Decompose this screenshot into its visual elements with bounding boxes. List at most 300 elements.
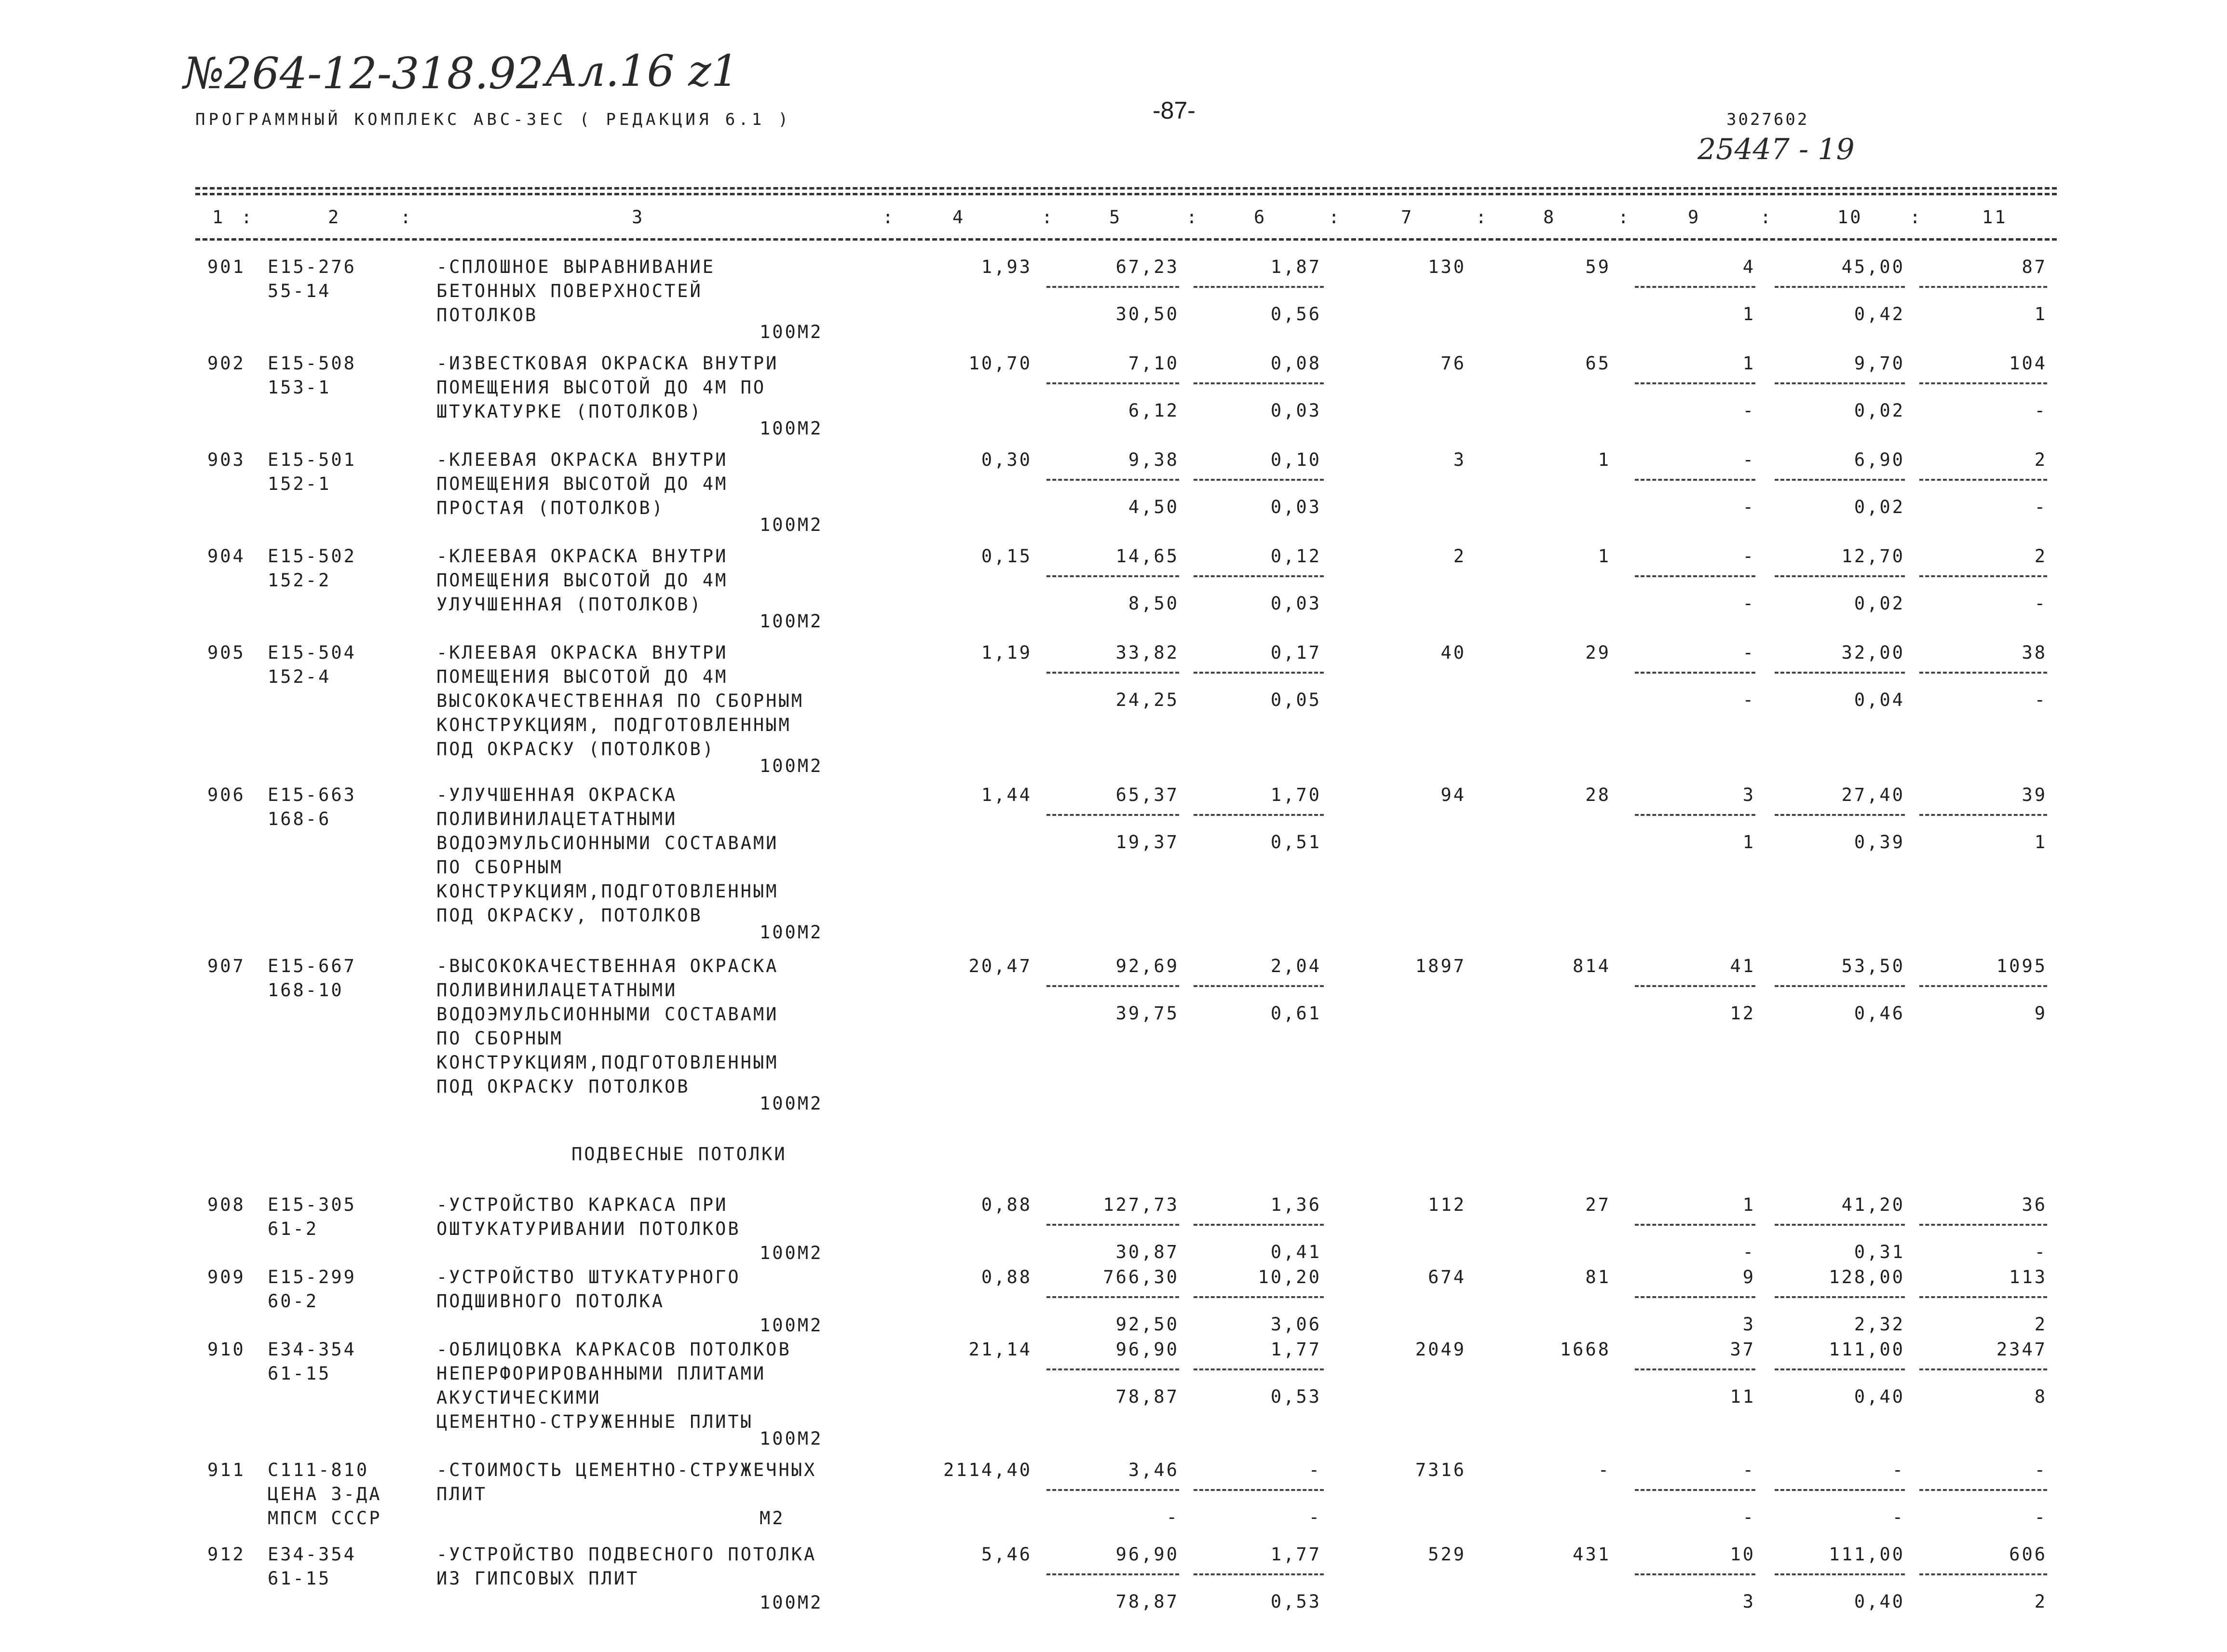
- machine-wage-total-cell: -: [1742, 400, 1755, 421]
- measure-unit: 100М2: [760, 611, 823, 632]
- work-description: -КЛЕЕВАЯ ОКРАСКА ВНУТРИ: [436, 449, 728, 470]
- column-separator: :: [883, 207, 896, 228]
- subtotal-rule: [1194, 985, 1324, 987]
- unit-cost-cell: 3,46: [1128, 1460, 1179, 1480]
- rate-reference: 152-2: [268, 570, 331, 591]
- rate-code: Е15-667: [268, 956, 356, 976]
- labor-rate-cell: 53,50: [1841, 956, 1905, 976]
- wage-total-cell: 431: [1573, 1544, 1611, 1565]
- labor-rate-cell: -: [1892, 1460, 1905, 1480]
- labor-total-cell: 39: [2022, 785, 2047, 805]
- labor-total-cell: 38: [2022, 642, 2047, 663]
- labor-rate-cell: 128,00: [1829, 1267, 1905, 1287]
- subtotal-rule: [1775, 814, 1905, 816]
- machine-total-cell: 41: [1730, 956, 1755, 976]
- machine-wage-total-cell: -: [1742, 593, 1755, 614]
- rate-code: Е34-354: [268, 1544, 356, 1565]
- unit-cost-cell: 65,37: [1115, 785, 1179, 805]
- subtotal-rule: [1194, 1368, 1324, 1370]
- machinist-total-cell: 1: [2034, 304, 2047, 325]
- section-heading: ПОДВЕСНЫЕ ПОТОЛКИ: [571, 1144, 787, 1165]
- quantity-cell: 20,47: [968, 956, 1032, 976]
- column-separator: :: [1329, 207, 1342, 228]
- machinist-total-cell: 9: [2034, 1003, 2047, 1024]
- work-description: ЦЕМЕНТНО-СТРУЖЕННЫЕ ПЛИТЫ: [436, 1411, 753, 1432]
- unit-wage-cell: 78,87: [1115, 1591, 1179, 1612]
- labor-rate-cell: 27,40: [1841, 785, 1905, 805]
- column-separator: :: [1618, 207, 1631, 228]
- wage-total-cell: 29: [1585, 642, 1611, 663]
- rate-code: Е15-508: [268, 353, 356, 374]
- machinist-rate-cell: 0,02: [1854, 497, 1905, 517]
- labor-total-cell: 1095: [1996, 956, 2047, 976]
- unit-wage-cell: 6,12: [1128, 400, 1179, 421]
- labor-rate-cell: 9,70: [1854, 353, 1905, 374]
- handwritten-inventory-number: 25447 - 19: [1697, 133, 1855, 166]
- subtotal-rule: [1194, 814, 1324, 816]
- work-description: КОНСТРУКЦИЯМ,ПОДГОТОВЛЕННЫМ: [436, 881, 779, 902]
- subtotal-rule: [1194, 1224, 1324, 1226]
- subtotal-rule: [1046, 814, 1179, 816]
- quantity-cell: 10,70: [968, 353, 1032, 374]
- column-separator: :: [1042, 207, 1055, 228]
- subtotal-rule: [1775, 1489, 1905, 1491]
- machine-cost-cell: 1,70: [1270, 785, 1321, 805]
- work-description: -УЛУЧШЕННАЯ ОКРАСКА: [436, 785, 678, 805]
- labor-rate-cell: 32,00: [1841, 642, 1905, 663]
- machinist-total-cell: -: [2034, 690, 2047, 710]
- measure-unit: 100М2: [760, 515, 823, 535]
- machinist-rate-cell: 0,02: [1854, 400, 1905, 421]
- measure-unit: 100М2: [760, 922, 823, 943]
- work-description: ПОД ОКРАСКУ ПОТОЛКОВ: [436, 1076, 690, 1097]
- column-number: 8: [1543, 207, 1556, 228]
- work-description: АКУСТИЧЕСКИМИ: [436, 1387, 601, 1408]
- work-description: КОНСТРУКЦИЯМ,ПОДГОТОВЛЕННЫМ: [436, 1052, 779, 1073]
- machine-cost-cell: 1,36: [1270, 1194, 1321, 1215]
- labor-total-cell: 606: [2009, 1544, 2047, 1565]
- machine-total-cell: 3: [1742, 785, 1755, 805]
- subtotal-rule: [1046, 1224, 1179, 1226]
- subtotal-rule: [1046, 1296, 1179, 1298]
- labor-rate-cell: 12,70: [1841, 546, 1905, 567]
- subtotal-rule: [1046, 479, 1179, 481]
- work-description: ВОДОЭМУЛЬСИОННЫМИ СОСТАВАМИ: [436, 1004, 779, 1025]
- subtotal-rule: [1919, 286, 2047, 288]
- subtotal-rule: [1919, 575, 2047, 577]
- machine-wage-total-cell: -: [1742, 690, 1755, 710]
- rate-code: Е15-305: [268, 1194, 356, 1215]
- labor-rate-cell: 111,00: [1829, 1544, 1905, 1565]
- work-description: -СТОИМОСТЬ ЦЕМЕНТНО-СТРУЖЕЧНЫХ: [436, 1460, 817, 1480]
- work-description: -УСТРОЙСТВО ШТУКАТУРНОГО: [436, 1267, 741, 1287]
- row-number: 909: [207, 1267, 245, 1287]
- document-number: 3027602: [1726, 110, 1809, 129]
- row-number: 904: [207, 546, 245, 567]
- subtotal-rule: [1775, 286, 1905, 288]
- subtotal-rule: [1919, 985, 2047, 987]
- rate-reference: ЦЕНА 3-ДА: [268, 1484, 382, 1504]
- work-description: УЛУЧШЕННАЯ (ПОТОЛКОВ): [436, 594, 703, 615]
- rate-code: Е15-663: [268, 785, 356, 805]
- measure-unit: 100М2: [760, 322, 823, 342]
- quantity-cell: 21,14: [968, 1339, 1032, 1360]
- total-cost-cell: 112: [1428, 1194, 1466, 1215]
- rate-reference-2: МПСМ СССР: [268, 1508, 382, 1529]
- machinist-total-cell: 8: [2034, 1386, 2047, 1407]
- machinist-rate-cell: 0,31: [1854, 1242, 1905, 1262]
- unit-wage-cell: -: [1166, 1507, 1179, 1528]
- header-bottom-rule: [195, 238, 2057, 241]
- wage-total-cell: 59: [1585, 257, 1611, 277]
- labor-rate-cell: 41,20: [1841, 1194, 1905, 1215]
- machine-total-cell: 37: [1730, 1339, 1755, 1360]
- subtotal-rule: [1919, 814, 2047, 816]
- machine-wage-cell: 0,51: [1270, 832, 1321, 853]
- subtotal-rule: [1775, 479, 1905, 481]
- row-number: 908: [207, 1194, 245, 1215]
- work-description: -ИЗВЕСТКОВАЯ ОКРАСКА ВНУТРИ: [436, 353, 779, 374]
- machinist-total-cell: 2: [2034, 1314, 2047, 1335]
- rate-code: Е15-501: [268, 449, 356, 470]
- work-description: ВОДОЭМУЛЬСИОННЫМИ СОСТАВАМИ: [436, 833, 779, 853]
- machinist-rate-cell: -: [1892, 1507, 1905, 1528]
- subtotal-rule: [1919, 479, 2047, 481]
- work-description: ПОЛИВИНИЛАЦЕТАТНЫМИ: [436, 980, 678, 1001]
- work-description: -КЛЕЕВАЯ ОКРАСКА ВНУТРИ: [436, 642, 728, 663]
- quantity-cell: 0,88: [981, 1267, 1032, 1287]
- quantity-cell: 2114,40: [943, 1460, 1032, 1480]
- measure-unit: 100М2: [760, 1428, 823, 1449]
- rate-reference: 61-15: [268, 1363, 331, 1384]
- subtotal-rule: [1194, 382, 1324, 384]
- machine-wage-total-cell: 3: [1742, 1314, 1755, 1335]
- quantity-cell: 0,15: [981, 546, 1032, 567]
- work-description: -СПЛОШНОЕ ВЫРАВНИВАНИЕ: [436, 257, 716, 277]
- machinist-rate-cell: 0,46: [1854, 1003, 1905, 1024]
- subtotal-rule: [1635, 985, 1755, 987]
- unit-wage-cell: 78,87: [1115, 1386, 1179, 1407]
- quantity-cell: 0,30: [981, 449, 1032, 470]
- subtotal-rule: [1046, 575, 1179, 577]
- machine-wage-cell: 0,56: [1270, 304, 1321, 325]
- measure-unit: 100М2: [760, 756, 823, 776]
- total-cost-cell: 2: [1453, 546, 1466, 567]
- subtotal-rule: [1919, 1224, 2047, 1226]
- total-cost-cell: 94: [1440, 785, 1466, 805]
- machine-cost-cell: 2,04: [1270, 956, 1321, 976]
- subtotal-rule: [1775, 1296, 1905, 1298]
- top-rule-2: [195, 193, 2057, 195]
- subtotal-rule: [1635, 382, 1755, 384]
- unit-wage-cell: 24,25: [1115, 690, 1179, 710]
- machine-wage-cell: -: [1308, 1507, 1321, 1528]
- machine-wage-cell: 0,41: [1270, 1242, 1321, 1262]
- work-description: -ОБЛИЦОВКА КАРКАСОВ ПОТОЛКОВ: [436, 1339, 791, 1360]
- labor-total-cell: 36: [2022, 1194, 2047, 1215]
- labor-total-cell: 2347: [1996, 1339, 2047, 1360]
- row-number: 906: [207, 785, 245, 805]
- subtotal-rule: [1194, 672, 1324, 674]
- total-cost-cell: 529: [1428, 1544, 1466, 1565]
- unit-wage-cell: 19,37: [1115, 832, 1179, 853]
- subtotal-rule: [1046, 1489, 1179, 1491]
- wage-total-cell: 81: [1585, 1267, 1611, 1287]
- machine-total-cell: 9: [1742, 1267, 1755, 1287]
- work-description: -УСТРОЙСТВО КАРКАСА ПРИ: [436, 1194, 728, 1215]
- total-cost-cell: 3: [1453, 449, 1466, 470]
- unit-wage-cell: 4,50: [1128, 497, 1179, 517]
- total-cost-cell: 130: [1428, 257, 1466, 277]
- machine-cost-cell: 1,77: [1270, 1339, 1321, 1360]
- machine-total-cell: 4: [1742, 257, 1755, 277]
- subtotal-rule: [1919, 672, 2047, 674]
- machinist-total-cell: 1: [2034, 832, 2047, 853]
- work-description: ШТУКАТУРКЕ (ПОТОЛКОВ): [436, 401, 703, 422]
- wage-total-cell: 65: [1585, 353, 1611, 374]
- subtotal-rule: [1046, 1573, 1179, 1575]
- rate-reference: 60-2: [268, 1291, 319, 1312]
- rate-reference: 168-10: [268, 980, 344, 1001]
- work-description: ПОМЕЩЕНИЯ ВЫСОТОЙ ДО 4М: [436, 666, 728, 687]
- unit-wage-cell: 30,87: [1115, 1242, 1179, 1262]
- measure-unit: 100М2: [760, 418, 823, 439]
- subtotal-rule: [1194, 286, 1324, 288]
- machine-total-cell: -: [1742, 546, 1755, 567]
- machine-wage-total-cell: 12: [1730, 1003, 1755, 1024]
- total-cost-cell: 1897: [1415, 956, 1466, 976]
- subtotal-rule: [1775, 1368, 1905, 1370]
- subtotal-rule: [1194, 479, 1324, 481]
- labor-total-cell: 87: [2022, 257, 2047, 277]
- column-separator: :: [1186, 207, 1199, 228]
- machine-wage-cell: 0,53: [1270, 1386, 1321, 1407]
- work-description: ПОД ОКРАСКУ (ПОТОЛКОВ): [436, 739, 716, 759]
- column-number: 4: [952, 207, 965, 228]
- wage-total-cell: -: [1598, 1460, 1611, 1480]
- subtotal-rule: [1635, 1573, 1755, 1575]
- unit-wage-cell: 30,50: [1115, 304, 1179, 325]
- machine-wage-cell: 0,03: [1270, 593, 1321, 614]
- subtotal-rule: [1046, 382, 1179, 384]
- labor-total-cell: 2: [2034, 449, 2047, 470]
- subtotal-rule: [1635, 1368, 1755, 1370]
- subtotal-rule: [1775, 985, 1905, 987]
- column-separator: :: [241, 207, 254, 228]
- work-description: ПОЛИВИНИЛАЦЕТАТНЫМИ: [436, 809, 678, 829]
- subtotal-rule: [1919, 382, 2047, 384]
- subtotal-rule: [1775, 382, 1905, 384]
- total-cost-cell: 76: [1440, 353, 1466, 374]
- subtotal-rule: [1919, 1489, 2047, 1491]
- machine-wage-total-cell: -: [1742, 1507, 1755, 1528]
- work-description: ПОДШИВНОГО ПОТОЛКА: [436, 1291, 665, 1312]
- work-description: ОШТУКАТУРИВАНИИ ПОТОЛКОВ: [436, 1219, 741, 1239]
- unit-cost-cell: 96,90: [1115, 1544, 1179, 1565]
- column-separator: :: [400, 207, 413, 228]
- rate-code: Е34-354: [268, 1339, 356, 1360]
- subtotal-rule: [1775, 575, 1905, 577]
- subtotal-rule: [1919, 1573, 2047, 1575]
- machine-cost-cell: 1,87: [1270, 257, 1321, 277]
- machine-wage-cell: 0,03: [1270, 497, 1321, 517]
- subtotal-rule: [1919, 1368, 2047, 1370]
- work-description: ИЗ ГИПСОВЫХ ПЛИТ: [436, 1568, 639, 1589]
- subtotal-rule: [1775, 1573, 1905, 1575]
- machinist-total-cell: -: [2034, 400, 2047, 421]
- wage-total-cell: 1: [1598, 546, 1611, 567]
- unit-cost-cell: 14,65: [1115, 546, 1179, 567]
- subtotal-rule: [1635, 575, 1755, 577]
- subtotal-rule: [1194, 575, 1324, 577]
- column-number: 3: [632, 207, 645, 228]
- unit-cost-cell: 766,30: [1103, 1267, 1179, 1287]
- subtotal-rule: [1046, 985, 1179, 987]
- measure-unit: 100М2: [760, 1592, 823, 1613]
- top-rule: [195, 187, 2057, 190]
- machine-total-cell: 1: [1742, 1194, 1755, 1215]
- rate-code: Е15-299: [268, 1267, 356, 1287]
- rate-code: Е15-502: [268, 546, 356, 567]
- machinist-rate-cell: 2,32: [1854, 1314, 1905, 1335]
- quantity-cell: 1,44: [981, 785, 1032, 805]
- machine-total-cell: -: [1742, 449, 1755, 470]
- work-description: НЕПЕРФОРИРОВАННЫМИ ПЛИТАМИ: [436, 1363, 766, 1384]
- column-number: 5: [1109, 207, 1122, 228]
- work-description: ПОМЕЩЕНИЯ ВЫСОТОЙ ДО 4М: [436, 570, 728, 591]
- labor-rate-cell: 45,00: [1841, 257, 1905, 277]
- total-cost-cell: 40: [1440, 642, 1466, 663]
- machine-wage-total-cell: -: [1742, 1242, 1755, 1262]
- machine-wage-total-cell: -: [1742, 497, 1755, 517]
- machinist-rate-cell: 0,42: [1854, 304, 1905, 325]
- rate-reference: 55-14: [268, 281, 331, 301]
- work-description: -ВЫСОКОКАЧЕСТВЕННАЯ ОКРАСКА: [436, 956, 779, 976]
- machine-total-cell: 1: [1742, 353, 1755, 374]
- subtotal-rule: [1775, 672, 1905, 674]
- labor-total-cell: 2: [2034, 546, 2047, 567]
- unit-cost-cell: 127,73: [1103, 1194, 1179, 1215]
- handwritten-reference: №264-12-318.92: [183, 48, 544, 99]
- labor-total-cell: 113: [2009, 1267, 2047, 1287]
- machine-wage-cell: 0,61: [1270, 1003, 1321, 1024]
- subtotal-rule: [1194, 1573, 1324, 1575]
- machine-cost-cell: 0,12: [1270, 546, 1321, 567]
- column-number: 11: [1982, 207, 2008, 228]
- machine-wage-total-cell: 1: [1742, 304, 1755, 325]
- unit-cost-cell: 67,23: [1115, 257, 1179, 277]
- machine-wage-cell: 0,05: [1270, 690, 1321, 710]
- page-number: -87-: [1153, 97, 1195, 124]
- machinist-total-cell: 2: [2034, 1591, 2047, 1612]
- row-number: 912: [207, 1544, 245, 1565]
- labor-total-cell: -: [2034, 1460, 2047, 1480]
- work-description: -КЛЕЕВАЯ ОКРАСКА ВНУТРИ: [436, 546, 728, 567]
- rate-reference: 61-2: [268, 1219, 319, 1239]
- machine-wage-cell: 0,03: [1270, 400, 1321, 421]
- machinist-total-cell: -: [2034, 1507, 2047, 1528]
- machine-wage-total-cell: 3: [1742, 1591, 1755, 1612]
- subtotal-rule: [1635, 286, 1755, 288]
- quantity-cell: 1,19: [981, 642, 1032, 663]
- measure-unit: М2: [760, 1508, 785, 1529]
- work-description: ПОД ОКРАСКУ, ПОТОЛКОВ: [436, 905, 703, 926]
- measure-unit: 100М2: [760, 1243, 823, 1263]
- subtotal-rule: [1194, 1296, 1324, 1298]
- machinist-rate-cell: 0,40: [1854, 1591, 1905, 1612]
- labor-rate-cell: 6,90: [1854, 449, 1905, 470]
- row-number: 911: [207, 1460, 245, 1480]
- work-description: ПРОСТАЯ (ПОТОЛКОВ): [436, 498, 665, 518]
- column-separator: :: [1476, 207, 1489, 228]
- wage-total-cell: 27: [1585, 1194, 1611, 1215]
- unit-cost-cell: 9,38: [1128, 449, 1179, 470]
- total-cost-cell: 674: [1428, 1267, 1466, 1287]
- column-number: 2: [328, 207, 341, 228]
- rate-code: Е15-276: [268, 257, 356, 277]
- subtotal-rule: [1194, 1489, 1324, 1491]
- work-description: ПОМЕЩЕНИЯ ВЫСОТОЙ ДО 4М: [436, 474, 728, 494]
- machinist-rate-cell: 0,02: [1854, 593, 1905, 614]
- row-number: 905: [207, 642, 245, 663]
- column-number: 10: [1837, 207, 1863, 228]
- work-description: -УСТРОЙСТВО ПОДВЕСНОГО ПОТОЛКА: [436, 1544, 817, 1565]
- unit-cost-cell: 7,10: [1128, 353, 1179, 374]
- machine-wage-cell: 0,53: [1270, 1591, 1321, 1612]
- row-number: 901: [207, 257, 245, 277]
- subtotal-rule: [1919, 1296, 2047, 1298]
- work-description: ВЫСОКОКАЧЕСТВЕННАЯ ПО СБОРНЫМ: [436, 691, 804, 711]
- subtotal-rule: [1635, 479, 1755, 481]
- machine-total-cell: -: [1742, 642, 1755, 663]
- machinist-rate-cell: 0,40: [1854, 1386, 1905, 1407]
- machine-cost-cell: 0,17: [1270, 642, 1321, 663]
- unit-wage-cell: 8,50: [1128, 593, 1179, 614]
- labor-total-cell: 104: [2009, 353, 2047, 374]
- work-description: КОНСТРУКЦИЯМ, ПОДГОТОВЛЕННЫМ: [436, 715, 791, 735]
- machine-wage-cell: 3,06: [1270, 1314, 1321, 1335]
- subtotal-rule: [1635, 1489, 1755, 1491]
- handwritten-sheet-mark: Ал.16 z1: [545, 46, 739, 96]
- machine-cost-cell: 0,08: [1270, 353, 1321, 374]
- row-number: 903: [207, 449, 245, 470]
- machinist-rate-cell: 0,39: [1854, 832, 1905, 853]
- machine-total-cell: -: [1742, 1460, 1755, 1480]
- total-cost-cell: 2049: [1415, 1339, 1466, 1360]
- machinist-total-cell: -: [2034, 497, 2047, 517]
- column-number: 6: [1254, 207, 1267, 228]
- work-description: ПОТОЛКОВ: [436, 305, 538, 325]
- row-number: 910: [207, 1339, 245, 1360]
- row-number: 902: [207, 353, 245, 374]
- labor-rate-cell: 111,00: [1829, 1339, 1905, 1360]
- machine-wage-total-cell: 1: [1742, 832, 1755, 853]
- work-description: ПЛИТ: [436, 1484, 488, 1504]
- machinist-total-cell: -: [2034, 593, 2047, 614]
- subtotal-rule: [1775, 1224, 1905, 1226]
- subtotal-rule: [1635, 1224, 1755, 1226]
- unit-cost-cell: 96,90: [1115, 1339, 1179, 1360]
- rate-reference: 152-4: [268, 666, 331, 687]
- row-number: 907: [207, 956, 245, 976]
- wage-total-cell: 28: [1585, 785, 1611, 805]
- column-number: 1: [212, 207, 225, 228]
- wage-total-cell: 1: [1598, 449, 1611, 470]
- rate-code: С111-810: [268, 1460, 369, 1480]
- quantity-cell: 5,46: [981, 1544, 1032, 1565]
- subtotal-rule: [1046, 672, 1179, 674]
- work-description: ПО СБОРНЫМ: [436, 857, 563, 878]
